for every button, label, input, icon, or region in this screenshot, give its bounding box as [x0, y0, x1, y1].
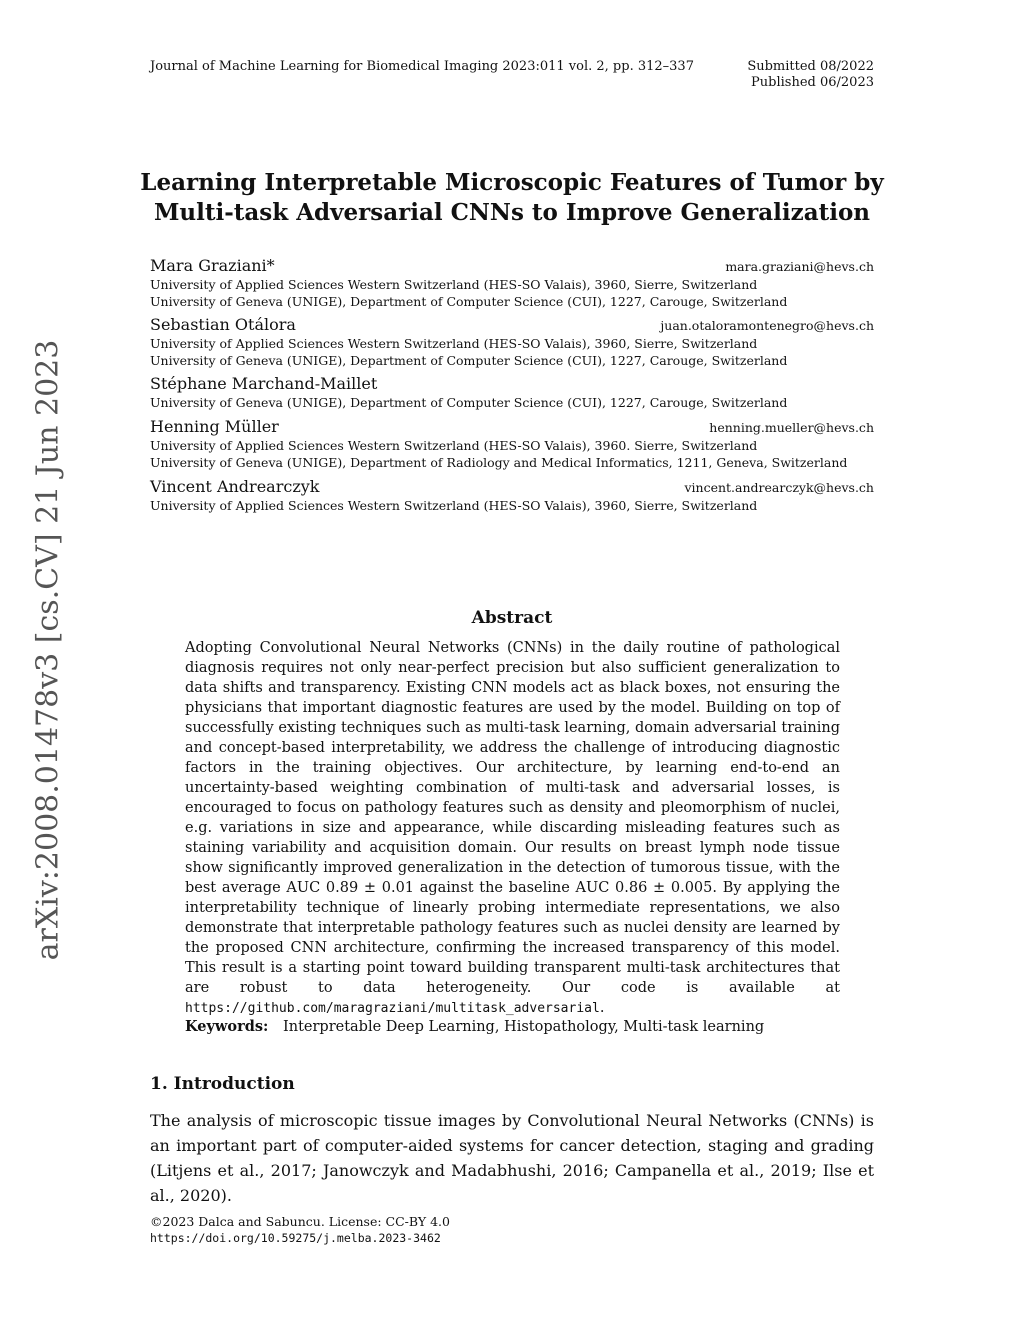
author-block: [150, 315, 874, 369]
author-affiliation: University of Applied Sciences Western Switzerland (HES-SO Valais), 3960, Sierre, Switzerland: [150, 336, 758, 351]
published-date: Published 06/2023: [751, 75, 874, 90]
submitted-date: Submitted 08/2022: [747, 59, 874, 74]
author-block: [150, 374, 874, 411]
keywords-label: Keywords:: [185, 1018, 269, 1035]
author-name: Henning Müller: [150, 417, 279, 436]
author-block: [150, 477, 874, 514]
author-email[interactable]: mara.graziani@hevs.ch: [725, 259, 874, 274]
paper-title: [112, 168, 912, 228]
abstract-paragraph: Adopting Convolutional Neural Networks (CNNs) in the daily routine of pathological diagnosis requires not only near-perfect precision but also sufficient generalization to data shifts and transparency. Existing CNN models act as black boxes, not ensuring the physicians that important diagnostic features are used by the model. Building on top of successfully existing techniques such as multi-task learning, domain adversarial training and concept-based interpretability, we address the challenge of introducing diagnostic factors in the training objectives. Our architecture, by learning end-to-end an uncertainty-based weighting combination of multi-task and adversarial losses, is encouraged to focus on pathology features such as density and pleomorphism of nuclei, e.g. variations in size and appearance, while discarding misleading features such as staining variability and acquisition domain. Our results on breast lymph node tissue show significantly improved generalization in the detection of tumorous tissue, with the best average AUC 0.89 ± 0.01 against the baseline AUC 0.86 ± 0.005. By applying the interpretability technique of linearly probing intermediate representations, we also demonstrate that interpretable pathology features such as nuclei density are learned by the proposed CNN architecture, confirming the increased transparency of this model. This result is a starting point toward building transparent multi-task architectures that are robust to data heterogeneity. Our code is available at: [185, 640, 840, 996]
author-affiliation: University of Applied Sciences Western Switzerland (HES-SO Valais), 3960, Sierre, Switzerland: [150, 277, 758, 292]
author-affiliation: University of Applied Sciences Western Switzerland (HES-SO Valais), 3960, Sierre, Switzerland: [150, 498, 758, 513]
author-email[interactable]: henning.mueller@hevs.ch: [709, 420, 874, 435]
footer: [150, 1213, 450, 1247]
abstract-text: [185, 638, 840, 1019]
keywords: [185, 1018, 764, 1035]
arxiv-id[interactable]: arXiv:2008.01478v3 [cs.CV] 21 Jun 2023: [30, 339, 66, 961]
code-link[interactable]: https://github.com/maragraziani/multitask_adversarial: [185, 1001, 600, 1016]
author-name: Stéphane Marchand-Maillet: [150, 374, 378, 393]
title-line-2: Multi-task Adversarial CNNs to Improve Generalization: [153, 199, 871, 226]
keywords-text: Interpretable Deep Learning, Histopathology, Multi-task learning: [283, 1019, 765, 1035]
author-affiliation: University of Geneva (UNIGE), Department of Computer Science (CUI), 1227, Carouge, Switzerland: [150, 294, 788, 309]
abstract-heading: Abstract: [471, 608, 553, 628]
author-email[interactable]: juan.otaloramontenegro@hevs.ch: [660, 318, 874, 333]
author-email[interactable]: vincent.andrearczyk@hevs.ch: [684, 480, 874, 495]
author-affiliation: University of Geneva (UNIGE), Department of Computer Science (CUI), 1227, Carouge, Switzerland: [150, 395, 788, 410]
author-affiliation: University of Applied Sciences Western Switzerland (HES-SO Valais), 3960. Sierre, Switzerland: [150, 438, 758, 453]
section-heading: 1. Introduction: [150, 1074, 295, 1094]
author-name: Mara Graziani*: [150, 256, 275, 275]
title-line-1: Learning Interpretable Microscopic Features of Tumor by: [140, 169, 884, 196]
submission-dates: [747, 59, 874, 91]
author-affiliation: University of Geneva (UNIGE), Department of Computer Science (CUI), 1227, Carouge, Switzerland: [150, 353, 788, 368]
license-text: ©2023 Dalca and Sabuncu. License: CC-BY 4.0: [150, 1214, 450, 1229]
abstract-period: .: [599, 1000, 605, 1016]
doi-link[interactable]: https://doi.org/10.59275/j.melba.2023-3462: [150, 1231, 441, 1245]
author-affiliation: University of Geneva (UNIGE), Department of Radiology and Medical Informatics, 1211, Geneva, Switzerland: [150, 455, 848, 470]
journal-header: Journal of Machine Learning for Biomedical Imaging 2023:011 vol. 2, pp. 312–337: [150, 59, 694, 74]
section-text: The analysis of microscopic tissue images by Convolutional Neural Networks (CNNs) is an important part of computer-aided systems for cancer detection, staging and grading (Litjens et al., 2017; Janowczyk and Madabhushi, 2016; Campanella et al., 2019; Ilse et al., 2020).: [150, 1111, 874, 1205]
author-name: Vincent Andrearczyk: [150, 477, 320, 496]
author-block: [150, 256, 874, 310]
author-name: Sebastian Otálora: [150, 315, 296, 334]
author-block: [150, 417, 874, 471]
